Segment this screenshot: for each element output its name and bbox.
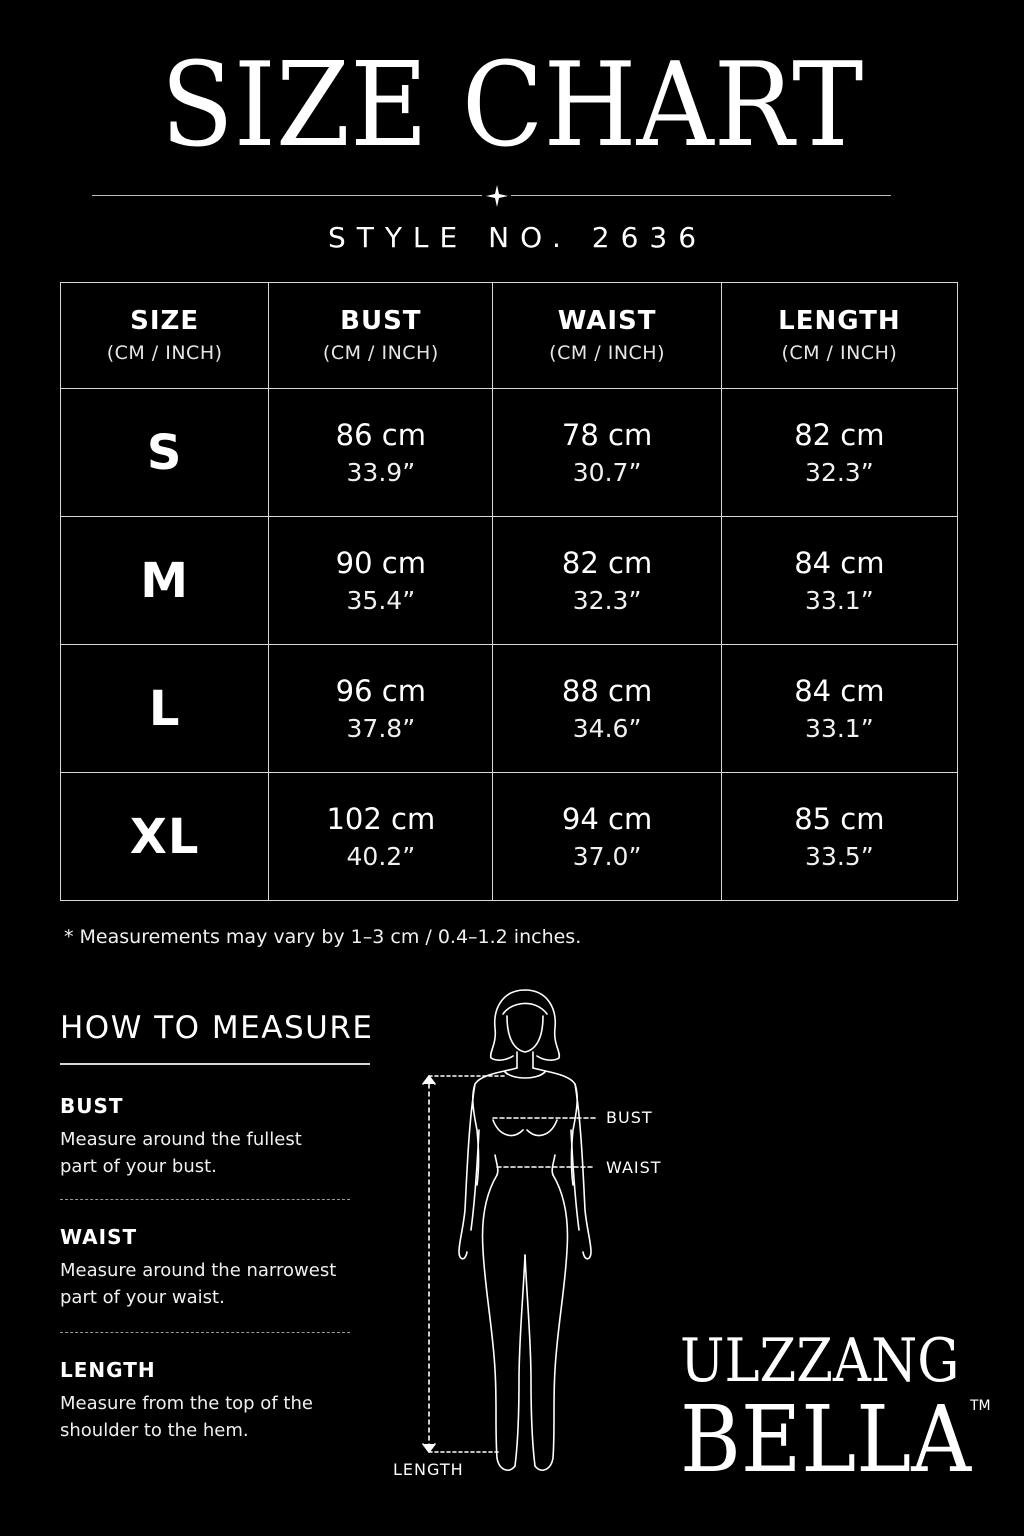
waist-instruction-line1: Measure around the narrowest [60, 1260, 337, 1281]
size-label: XL [129, 808, 200, 865]
waist-cm: 82 cm [561, 545, 653, 580]
waist-instruction-title: WAIST [60, 1225, 138, 1249]
figure-bust-label: BUST [606, 1108, 653, 1127]
table-row [61, 645, 958, 773]
length-cell [721, 517, 957, 645]
waist-inch: 32.3” [572, 585, 642, 615]
waist-cell [493, 773, 721, 901]
bust-inch: 33.9” [346, 457, 416, 487]
waist-cell [493, 389, 721, 517]
size-label: S [146, 424, 183, 481]
waist-cell [493, 517, 721, 645]
header-label: BUST [340, 305, 422, 336]
length-inch: 33.1” [805, 585, 874, 615]
figure-waist-label: WAIST [606, 1158, 662, 1177]
length-instruction-title: LENGTH [60, 1358, 156, 1382]
size-table [60, 282, 958, 901]
header-unit: (CM / INCH) [781, 341, 898, 364]
header-unit: (CM / INCH) [322, 341, 439, 364]
length-instruction-line2: shoulder to the hem. [60, 1420, 249, 1441]
table-header-row [61, 283, 958, 389]
size-label: L [148, 680, 181, 737]
bust-cell [269, 517, 493, 645]
bust-cell [269, 773, 493, 901]
size-label: M [140, 552, 189, 609]
size-cell [61, 773, 269, 901]
measurement-note: * Measurements may vary by 1–3 cm / 0.4–1.2 inches. [64, 926, 582, 948]
bust-cell [269, 645, 493, 773]
bust-cm: 86 cm [335, 417, 426, 452]
length-cm: 82 cm [794, 417, 885, 452]
bust-inch: 40.2” [346, 841, 416, 871]
length-cm: 84 cm [794, 545, 885, 580]
trademark-mark: TM [970, 1398, 991, 1414]
bust-instruction-line2: part of your bust. [60, 1156, 217, 1177]
length-cell [721, 773, 957, 901]
header-label: LENGTH [778, 305, 901, 336]
style-number: STYLE NO. 2636 [327, 221, 708, 254]
waist-cell [493, 645, 721, 773]
waist-cm: 88 cm [561, 673, 653, 708]
title-divider-right [511, 195, 891, 196]
waist-instruction-line2: part of your waist. [60, 1287, 225, 1308]
waist-cm: 78 cm [561, 417, 653, 452]
header-unit: (CM / INCH) [106, 341, 223, 364]
header-cell-waist [493, 283, 721, 389]
table-row [61, 517, 958, 645]
header-label: WAIST [557, 305, 657, 336]
instruction-divider [60, 1199, 350, 1200]
length-cm: 85 cm [794, 801, 885, 836]
brand-logo-line1: ULZZANG [680, 1326, 960, 1396]
length-instruction-line1: Measure from the top of the [60, 1393, 313, 1414]
instruction-divider [60, 1332, 350, 1333]
header-cell-size [61, 283, 269, 389]
page-title: SIZE CHART [160, 38, 864, 173]
length-inch: 32.3” [805, 457, 874, 487]
waist-inch: 30.7” [572, 457, 642, 487]
length-cm: 84 cm [794, 673, 885, 708]
bust-instruction-title: BUST [60, 1094, 124, 1118]
table-row [61, 389, 958, 517]
bust-inch: 37.8” [346, 713, 416, 743]
sparkle-icon [485, 184, 509, 208]
how-to-measure-rule [60, 1063, 370, 1065]
body-figure-illustration [385, 980, 685, 1490]
waist-inch: 37.0” [572, 841, 642, 871]
how-to-measure-title: HOW TO MEASURE [60, 1010, 374, 1046]
size-cell [61, 389, 269, 517]
length-inch: 33.5” [805, 841, 874, 871]
length-cell [721, 645, 957, 773]
header-cell-bust [269, 283, 493, 389]
table-row [61, 773, 958, 901]
bust-cm: 102 cm [326, 801, 436, 836]
size-cell [61, 517, 269, 645]
bust-cell [269, 389, 493, 517]
bust-cm: 90 cm [335, 545, 426, 580]
size-cell [61, 645, 269, 773]
header-cell-length [721, 283, 957, 389]
bust-inch: 35.4” [346, 585, 416, 615]
waist-inch: 34.6” [572, 713, 642, 743]
brand-logo-line2: BELLA [680, 1386, 972, 1493]
waist-cm: 94 cm [561, 801, 653, 836]
header-label: SIZE [130, 305, 200, 336]
header-unit: (CM / INCH) [549, 341, 666, 364]
title-divider-left [92, 195, 482, 196]
bust-instruction-line1: Measure around the fullest [60, 1129, 302, 1150]
figure-length-label: LENGTH [393, 1460, 464, 1479]
length-inch: 33.1” [805, 713, 874, 743]
length-cell [721, 389, 957, 517]
bust-cm: 96 cm [335, 673, 426, 708]
